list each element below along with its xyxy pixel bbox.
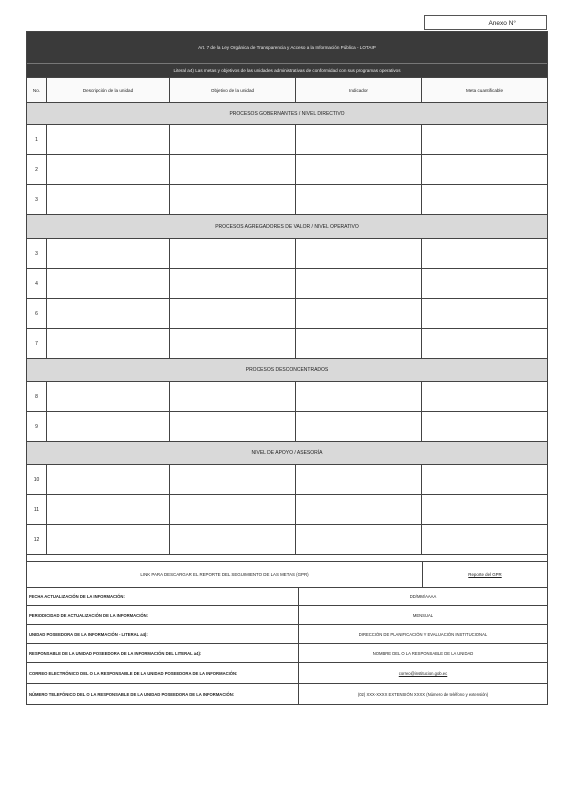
section-header: PROCESOS GOBERNANTES / NIVEL DIRECTIVO: [27, 103, 547, 125]
input-cell[interactable]: [296, 329, 422, 358]
input-cell[interactable]: [47, 525, 170, 554]
input-cell[interactable]: [170, 495, 296, 524]
lotaip-form: [26, 31, 548, 705]
row-number: 3: [27, 239, 47, 268]
input-cell[interactable]: [170, 239, 296, 268]
input-cell[interactable]: [47, 412, 170, 441]
input-cell[interactable]: [170, 525, 296, 554]
info-row: [27, 663, 547, 684]
input-cell[interactable]: [170, 412, 296, 441]
section-header: PROCESOS DESCONCENTRADOS: [27, 359, 547, 382]
input-cell[interactable]: [47, 329, 170, 358]
input-cell[interactable]: [47, 155, 170, 184]
row-number: 8: [27, 382, 47, 411]
table-row: [27, 382, 547, 412]
row-number: 3: [27, 185, 47, 214]
input-cell[interactable]: [296, 382, 422, 411]
input-cell[interactable]: [422, 382, 547, 411]
info-value: DIRECCIÓN DE PLANIFICACIÓN Y EVALUACIÓN INSTITUCIONAL: [358, 631, 488, 637]
table-row: [27, 185, 547, 215]
row-number: 11: [27, 495, 47, 524]
table-row: [27, 329, 547, 359]
info-key: CORREO ELECTRÓNICO DEL O LA RESPONSABLE DE LA UNIDAD POSEEDORA DE LA INFORMACIÓN:: [27, 663, 299, 683]
table-row: [27, 412, 547, 442]
input-cell[interactable]: [170, 269, 296, 298]
input-cell[interactable]: [170, 125, 296, 154]
input-cell[interactable]: [170, 185, 296, 214]
row-number: 12: [27, 525, 47, 554]
input-cell[interactable]: [422, 185, 547, 214]
input-cell[interactable]: [47, 185, 170, 214]
row-number: 10: [27, 465, 47, 494]
table-row: [27, 155, 547, 185]
col-target: Meta cuantificable: [465, 87, 504, 93]
input-cell[interactable]: [422, 329, 547, 358]
info-value: (02) XXX-XXXX EXTENSIÓN XXXX (Número de teléfono y extensión): [357, 691, 489, 697]
info-key: UNIDAD POSEEDORA DE LA INFORMACIÓN - LITERAL a4):: [27, 625, 299, 643]
table-row: [27, 465, 547, 495]
input-cell[interactable]: [170, 329, 296, 358]
annex-label: Anexo N°: [424, 15, 547, 30]
input-cell[interactable]: [47, 465, 170, 494]
table-row: [27, 299, 547, 329]
info-value: DD/MM/AAAA: [409, 594, 437, 599]
spacer: [27, 555, 547, 562]
input-cell[interactable]: [422, 155, 547, 184]
column-headers: [27, 77, 547, 103]
input-cell[interactable]: [296, 495, 422, 524]
form-subtitle: Literal a4) Las metas y objetivos de las unidades administrativas de conformidad con sus programas operativos: [27, 63, 547, 77]
col-number: No.: [27, 78, 47, 102]
input-cell[interactable]: [296, 299, 422, 328]
section-header: PROCESOS AGREGADORES DE VALOR / NIVEL OPERATIVO: [27, 215, 547, 239]
table-row: [27, 525, 547, 555]
input-cell[interactable]: [422, 495, 547, 524]
input-cell[interactable]: [296, 525, 422, 554]
input-cell[interactable]: [170, 299, 296, 328]
info-row: [27, 644, 547, 663]
sections-container: [27, 103, 547, 555]
section-header: NIVEL DE APOYO / ASESORÍA: [27, 442, 547, 465]
input-cell[interactable]: [296, 239, 422, 268]
info-key: NÚMERO TELEFÓNICO DEL O LA RESPONSABLE DE LA UNIDAD POSEEDORA DE LA INFORMACIÓN:: [27, 684, 299, 704]
input-cell[interactable]: [170, 155, 296, 184]
input-cell[interactable]: [422, 412, 547, 441]
input-cell[interactable]: [422, 239, 547, 268]
col-unit-objective: Objetivo de la unidad: [170, 78, 296, 102]
form-title: Art. 7 de la Ley Orgánica de Transparencia y Acceso a la Información Pública - LOTAIP: [198, 45, 376, 50]
input-cell[interactable]: [296, 412, 422, 441]
row-number: 7: [27, 329, 47, 358]
info-key: PERIODICIDAD DE ACTUALIZACIÓN DE LA INFORMACIÓN:: [27, 606, 299, 624]
row-number: 2: [27, 155, 47, 184]
input-cell[interactable]: [296, 269, 422, 298]
input-cell[interactable]: [296, 125, 422, 154]
input-cell[interactable]: [170, 382, 296, 411]
input-cell[interactable]: [296, 465, 422, 494]
input-cell[interactable]: [422, 525, 547, 554]
input-cell[interactable]: [47, 269, 170, 298]
table-row: [27, 239, 547, 269]
info-value: MENSUAL: [412, 612, 434, 618]
input-cell[interactable]: [422, 269, 547, 298]
info-row: [27, 588, 547, 606]
input-cell[interactable]: [422, 465, 547, 494]
table-row: [27, 269, 547, 299]
row-number: 1: [27, 125, 47, 154]
form-header: [27, 32, 547, 77]
info-value: NOMBRE DEL O LA RESPONSABLE DE LA UNIDAD: [372, 650, 474, 656]
info-row: [27, 625, 547, 644]
info-row: [27, 684, 547, 704]
gpr-report-row: [27, 562, 547, 588]
input-cell[interactable]: [296, 155, 422, 184]
input-cell[interactable]: [47, 299, 170, 328]
input-cell[interactable]: [47, 382, 170, 411]
input-cell[interactable]: [170, 465, 296, 494]
info-key: FECHA ACTUALIZACIÓN DE LA INFORMACIÓN:: [27, 588, 299, 605]
row-number: 9: [27, 412, 47, 441]
input-cell[interactable]: [47, 239, 170, 268]
info-value[interactable]: correo@institucion.gob.ec: [398, 670, 448, 676]
row-number: 4: [27, 269, 47, 298]
input-cell[interactable]: [422, 299, 547, 328]
table-row: [27, 495, 547, 525]
info-table: [27, 588, 547, 704]
info-row: [27, 606, 547, 625]
info-key: RESPONSABLE DE LA UNIDAD POSEEDORA DE LA INFORMACIÓN DEL LITERAL a4):: [27, 644, 299, 662]
input-cell[interactable]: [47, 125, 170, 154]
row-number: 6: [27, 299, 47, 328]
gpr-report-label: LINK PARA DESCARGAR EL REPORTE DEL SEGUIMIENTO DE LAS METAS (GPR): [27, 562, 423, 587]
col-indicator: Indicador: [296, 78, 422, 102]
col-unit-description: Descripción de la unidad: [47, 78, 170, 102]
gpr-report-link[interactable]: Reporte del GPR: [468, 572, 502, 577]
input-cell[interactable]: [422, 125, 547, 154]
input-cell[interactable]: [47, 495, 170, 524]
input-cell[interactable]: [296, 185, 422, 214]
table-row: [27, 125, 547, 155]
